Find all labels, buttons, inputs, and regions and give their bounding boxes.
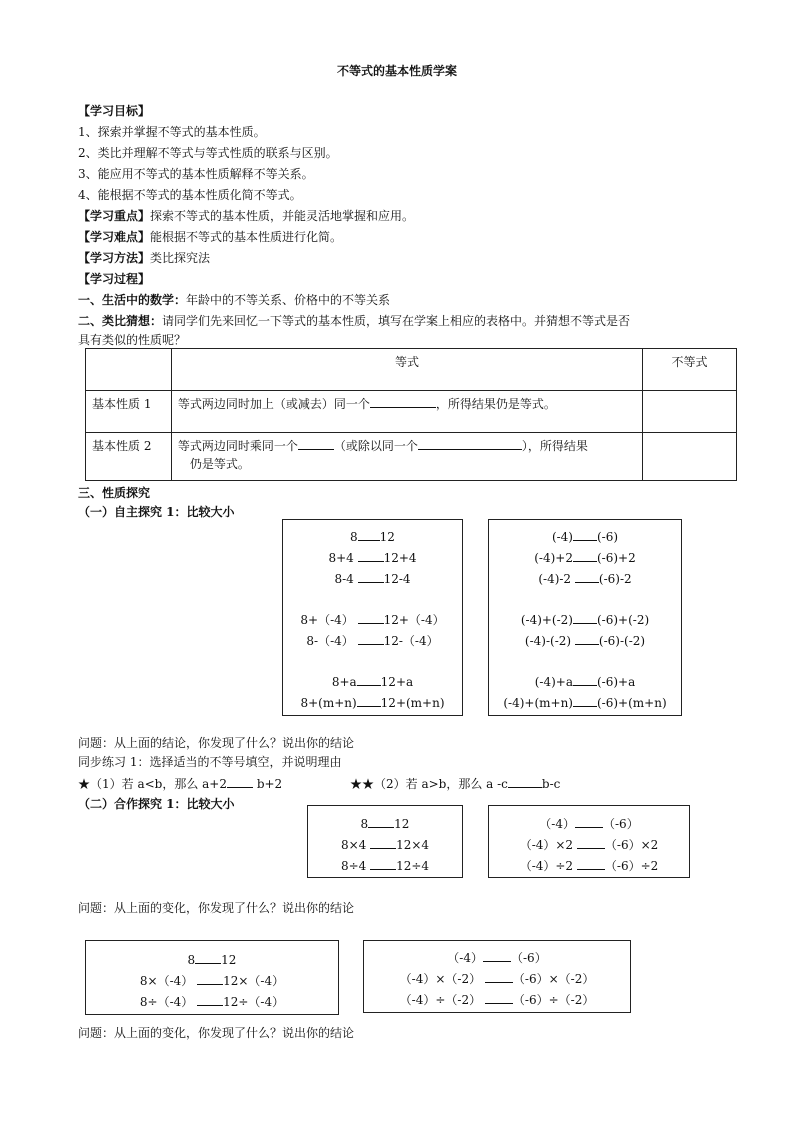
- compare-box-6: [363, 940, 631, 1013]
- explore-1-label: （一）自主探究 1：比较大小: [78, 505, 235, 519]
- difficulty-label: 【学习难点】: [78, 230, 151, 244]
- row2-label: 基本性质 2: [86, 433, 172, 481]
- compare-box-3: [307, 805, 463, 878]
- box5-line: 8 12: [187, 953, 237, 967]
- box4-line: （-4）×2 （-6）×2: [519, 838, 659, 852]
- box1-line: 8+（-4） 12+（-4）: [300, 613, 445, 627]
- exercise-1: ★（1）若 a<b，那么 a+2 b+2: [78, 777, 283, 791]
- box5-line: 8×（-4） 12×（-4）: [139, 974, 285, 988]
- box1-line: 8 12: [350, 530, 395, 544]
- compare-box-4: [488, 805, 690, 878]
- process-heading: 【学习过程】: [78, 272, 151, 286]
- section-1-label: 一、生活中的数学：: [78, 293, 187, 307]
- row2-text-a: 等式两边同时乘同一个: [177, 439, 298, 453]
- box4-line: （-4）÷2 （-6）÷2: [519, 859, 659, 873]
- method-label: 【学习方法】: [78, 251, 151, 265]
- compare-box-5: [85, 940, 339, 1015]
- exercise-2-blank[interactable]: [508, 776, 542, 788]
- goal-item-2: 2、类比并理解不等式与等式性质的联系与区别。: [78, 146, 338, 160]
- box2-line: (-4)-2 (-6)-2: [538, 572, 632, 586]
- table-header-equation: 等式: [171, 349, 642, 391]
- compare-box-1: [282, 519, 463, 716]
- exercise-2: ★★（2）若 a>b，那么 a -c b-c: [350, 777, 561, 791]
- box2-line: (-4) (-6): [551, 530, 619, 544]
- difficulty-text: 能根据不等式的基本性质进行化简。: [150, 230, 343, 244]
- goal-item-4: 4、能根据不等式的基本性质化简不等式。: [78, 188, 302, 202]
- row2-text-d: 仍是等式。: [189, 457, 250, 471]
- box2-line: (-4)-(-2) (-6)-(-2): [524, 634, 646, 648]
- goals-heading: 【学习目标】: [78, 104, 151, 118]
- page-title: 不等式的基本性质学案: [336, 64, 457, 78]
- box2-line: (-4)+2 (-6)+2: [534, 551, 636, 565]
- key-point: [78, 209, 414, 223]
- row2-blank-2[interactable]: [418, 438, 522, 450]
- box6-line: （-4） （-6）: [447, 951, 547, 965]
- goal-item-1: 1、探索并掌握不等式的基本性质。: [78, 125, 266, 139]
- goal-item-3: 3、能应用不等式的基本性质解释不等关系。: [78, 167, 314, 181]
- key-text: 探索不等式的基本性质，并能灵活地掌握和应用。: [150, 209, 415, 223]
- row2-blank-1[interactable]: [298, 438, 334, 450]
- box4-line: （-4） （-6）: [539, 817, 639, 831]
- box2-line: (-4)+a (-6)+a: [534, 675, 636, 689]
- explore-2-label: （二）合作探究 1：比较大小: [78, 797, 235, 811]
- box1-line: 8-4 12-4: [334, 572, 411, 586]
- row1-blank[interactable]: [370, 396, 436, 408]
- table-header-inequality: 不等式: [643, 349, 737, 391]
- box6-line: （-4）×（-2） （-6）×（-2）: [399, 972, 595, 986]
- box1-line: 8+(m+n) 12+(m+n): [300, 696, 445, 710]
- method-text: 类比探究法: [150, 251, 211, 265]
- section-3-heading: 三、性质探究: [78, 486, 151, 500]
- row1-label: 基本性质 1: [86, 391, 172, 433]
- box1-line: 8-（-4） 12-（-4）: [306, 634, 439, 648]
- box6-line: （-4）÷（-2） （-6）÷（-2）: [399, 993, 595, 1007]
- box3-line: 8 12: [360, 817, 410, 831]
- section-2: [78, 314, 630, 328]
- row1-text-a: 等式两边同时加上（或减去）同一个: [177, 397, 370, 411]
- box3-line: 8×4 12×4: [340, 838, 430, 852]
- difficulty: [78, 230, 342, 244]
- row1-content: [171, 391, 642, 433]
- method: [78, 251, 210, 265]
- row2-inequality-cell[interactable]: [643, 433, 737, 481]
- practice-1: 同步练习 1：选择适当的不等号填空，并说明理由: [78, 755, 342, 769]
- exercise-1-blank[interactable]: [227, 776, 253, 788]
- compare-box-2: [488, 519, 682, 716]
- section-2-label: 二、类比猜想：: [78, 314, 163, 328]
- box5-line: 8÷（-4） 12÷（-4）: [139, 995, 285, 1009]
- row1-inequality-cell[interactable]: [643, 391, 737, 433]
- row2-text-b: （或除以同一个: [333, 439, 418, 453]
- properties-table: [85, 348, 737, 481]
- box1-line: 8+4 12+4: [328, 551, 417, 565]
- key-label: 【学习重点】: [78, 209, 151, 223]
- row2-content: [171, 433, 642, 481]
- box3-line: 8÷4 12÷4: [340, 859, 430, 873]
- question-3: 问题：从上面的变化，你发现了什么？说出你的结论: [78, 1026, 355, 1040]
- section-1: [78, 293, 390, 307]
- section-1-text: 年龄中的不等关系、价格中的不等关系: [186, 293, 391, 307]
- box2-line: (-4)+(-2) (-6)+(-2): [520, 613, 650, 627]
- box2-line: (-4)+(m+n) (-6)+(m+n): [503, 696, 667, 710]
- section-2-text-cont: 具有类似的性质呢？: [78, 333, 187, 347]
- row1-text-b: ，所得结果仍是等式。: [435, 397, 556, 411]
- row2-text-c: ），所得结果: [521, 439, 588, 453]
- section-2-text: 请同学们先来回忆一下等式的基本性质，填写在学案上相应的表格中。并猜想不等式是否: [162, 314, 631, 328]
- question-2: 问题：从上面的变化，你发现了什么？说出你的结论: [78, 901, 355, 915]
- question-1: 问题：从上面的结论，你发现了什么？说出你的结论: [78, 736, 355, 750]
- box1-line: 8+a 12+a: [331, 675, 414, 689]
- table-header-empty: [86, 349, 172, 391]
